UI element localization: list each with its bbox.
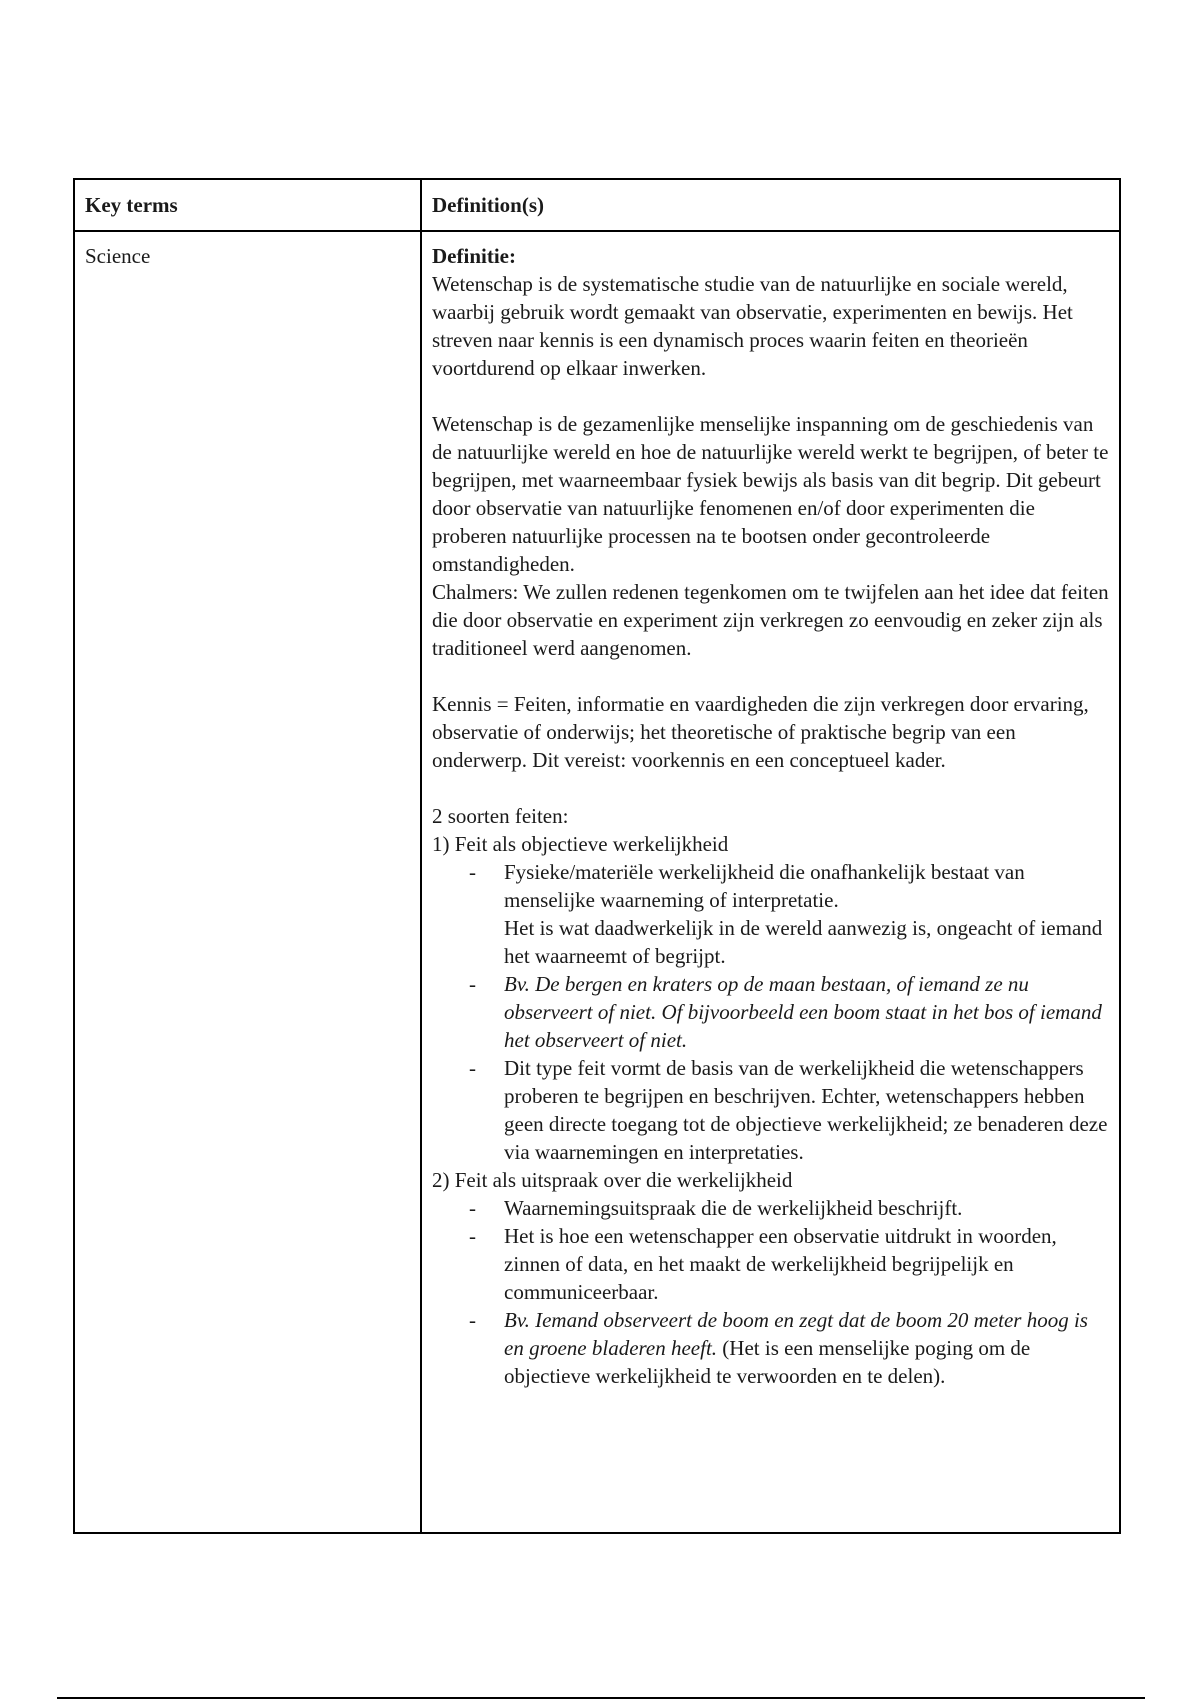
fact-2-bullet-3-remark: (Het is een menselijke poging om de objectieve werkelijkheid te verwoorden en te delen).: [504, 1336, 1031, 1388]
table-header-row: [74, 179, 1120, 231]
definition-cell: [421, 231, 1120, 1533]
fact-1-bullet-1-continued: Het is wat daadwerkelijk in de wereld aanwezig is, ongeacht of iemand het waarneemt of begrijpt.: [504, 916, 1103, 968]
fact-1-bullet-2: Bv. De bergen en kraters op de maan bestaan, of iemand ze nu observeert of niet. Of bijvoorbeeld een boom staat in het bos of iemand het observeert of niet.: [504, 972, 1102, 1052]
fact-1-bullet-3: Dit type feit vormt de basis van de werkelijkheid die wetenschappers proberen te begrijpen en beschrijven. Echter, wetenschappers hebben geen directe toegang tot de objectieve werkelijkheid; ze benaderen deze via waarnemingen en interpretaties.: [504, 1056, 1108, 1164]
list-item: [432, 1306, 1111, 1390]
header-key-terms: Key terms: [74, 179, 421, 231]
fact-1-bullet-1: Fysieke/materiële werkelijkheid die onafhankelijk bestaat van menselijke waarneming of interpretatie.: [504, 860, 1025, 912]
list-item: [432, 970, 1111, 1054]
header-definitions: Definition(s): [421, 179, 1120, 231]
paragraph-spacer: [432, 382, 1111, 410]
footer-divider: [57, 1697, 1145, 1699]
term-cell: Science: [74, 231, 421, 1533]
list-item: [432, 1054, 1111, 1166]
paragraph-spacer: [432, 662, 1111, 690]
table-row: [74, 231, 1120, 1533]
paragraph-spacer: [432, 774, 1111, 802]
chalmers-paragraph: Chalmers: We zullen redenen tegenkomen om te twijfelen aan het idee dat feiten die door observatie en experiment zijn verkregen zo eenvoudig en zeker zijn als traditioneel werd aangenomen.: [432, 580, 1109, 660]
key-terms-table: [73, 178, 1121, 1534]
fact-1-title: 1) Feit als objectieve werkelijkheid: [432, 832, 729, 856]
list-item: [432, 1222, 1111, 1306]
list-item: [432, 1194, 1111, 1222]
definition-paragraph-1: Wetenschap is de systematische studie van de natuurlijke en sociale wereld, waarbij gebruik wordt gemaakt van observatie, experimenten en bewijs. Het streven naar kennis is een dynamisch proces waarin feiten en theorieën voortdurend op elkaar inwerken.: [432, 272, 1073, 380]
fact-2-list: [432, 1194, 1111, 1390]
definition-heading: Definitie:: [432, 244, 516, 268]
definition-paragraph-2: Wetenschap is de gezamenlijke menselijke inspanning om de geschiedenis van de natuurlijke wereld en hoe de natuurlijke wereld werkt te begrijpen, of beter te begrijpen, met waarneembaar fysiek bewijs als basis van dit begrip. Dit gebeurt door observatie van natuurlijke fenomenen en/of door experimenten die proberen natuurlijke processen na te bootsen onder gecontroleerde omstandigheden.: [432, 412, 1109, 576]
list-item: [432, 858, 1111, 970]
facts-intro: 2 soorten feiten:: [432, 804, 569, 828]
fact-2-title: 2) Feit als uitspraak over die werkelijkheid: [432, 1168, 793, 1192]
fact-2-bullet-3-example: Bv. Iemand observeert de boom en zegt dat de boom 20 meter hoog is en groene bladeren heeft.: [504, 1308, 1088, 1360]
kennis-paragraph: Kennis = Feiten, informatie en vaardigheden die zijn verkregen door ervaring, observatie of onderwijs; het theoretische of praktische begrip van een onderwerp. Dit vereist: voorkennis en een conceptueel kader.: [432, 692, 1089, 772]
fact-2-bullet-2: Het is hoe een wetenschapper een observatie uitdrukt in woorden, zinnen of data, en het maakt de werkelijkheid begrijpelijk en communiceerbaar.: [504, 1224, 1057, 1304]
fact-1-list: [432, 858, 1111, 1166]
fact-2-bullet-1: Waarnemingsuitspraak die de werkelijkheid beschrijft.: [504, 1196, 963, 1220]
